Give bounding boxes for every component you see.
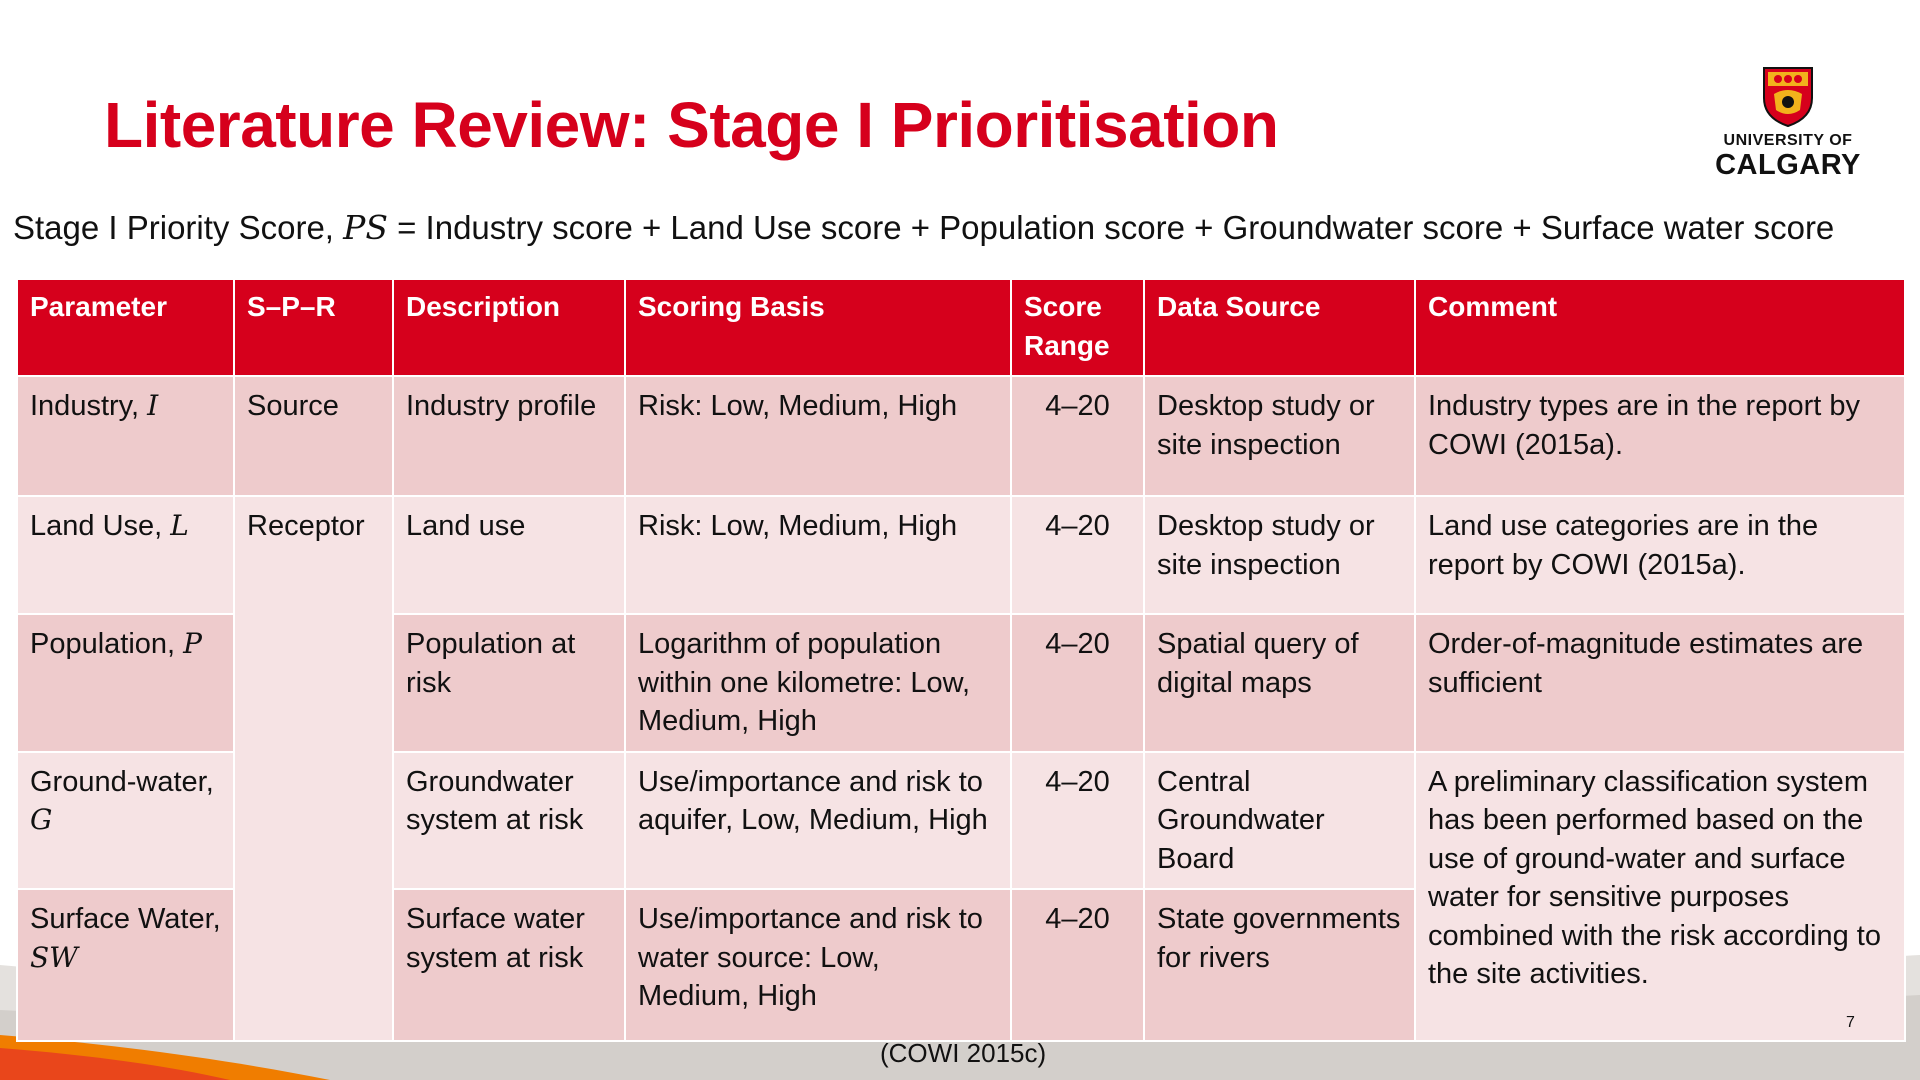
cell-scoring-basis: Use/importance and risk to water source: Low, Medium, High: [625, 889, 1011, 1041]
cell-spr: Source: [234, 376, 393, 496]
cell-comment: Land use categories are in the report by COWI (2015a).: [1415, 496, 1905, 614]
header-description: Description: [393, 279, 625, 376]
formula-prefix: Stage I Priority Score,: [13, 209, 344, 246]
table-header-row: [17, 279, 1905, 376]
header-parameter: Parameter: [17, 279, 234, 376]
parameter-symbol: G: [30, 803, 53, 836]
cell-parameter: Ground-water, G: [17, 752, 234, 890]
header-spr: S–P–R: [234, 279, 393, 376]
cell-score-range: 4–20: [1011, 614, 1144, 752]
cell-score-range: 4–20: [1011, 889, 1144, 1041]
logo-line-calgary: CALGARY: [1715, 149, 1861, 181]
cell-scoring-basis: Use/importance and risk to aquifer, Low, Medium, High: [625, 752, 1011, 890]
cell-comment: Order-of-magnitude estimates are sufficient: [1415, 614, 1905, 752]
cell-description: Industry profile: [393, 376, 625, 496]
cell-spr-receptor: Receptor: [234, 496, 393, 1041]
cell-data-source: Desktop study or site inspection: [1144, 496, 1415, 614]
cell-comment: Industry types are in the report by COWI (2015a).: [1415, 376, 1905, 496]
cell-scoring-basis: Risk: Low, Medium, High: [625, 496, 1011, 614]
cell-data-source: Desktop study or site inspection: [1144, 376, 1415, 496]
university-logo: [1708, 64, 1868, 184]
cell-scoring-basis: Logarithm of population within one kilometre: Low, Medium, High: [625, 614, 1011, 752]
crest-icon: [1760, 64, 1816, 128]
table-row: [17, 496, 1905, 614]
cell-data-source: Spatial query of digital maps: [1144, 614, 1415, 752]
cell-data-source: Central Groundwater Board: [1144, 752, 1415, 890]
parameter-symbol: L: [170, 509, 189, 542]
page-number: 7: [1846, 1014, 1855, 1031]
header-score-range: Score Range: [1011, 279, 1144, 376]
logo-line-university: UNIVERSITY OF: [1723, 132, 1853, 149]
cell-description: Surface water system at risk: [393, 889, 625, 1041]
cell-score-range: 4–20: [1011, 496, 1144, 614]
cell-parameter: Population, P: [17, 614, 234, 752]
cell-description: Population at risk: [393, 614, 625, 752]
cell-description: Land use: [393, 496, 625, 614]
cell-parameter: Land Use, L: [17, 496, 234, 614]
citation: (COWI 2015c): [880, 1038, 1047, 1068]
table-row: [17, 376, 1905, 496]
cell-description: Groundwater system at risk: [393, 752, 625, 890]
header-data-source: Data Source: [1144, 279, 1415, 376]
parameter-symbol: SW: [30, 940, 78, 974]
header-scoring-basis: Scoring Basis: [625, 279, 1011, 376]
header-comment: Comment: [1415, 279, 1905, 376]
formula-symbol: PS: [343, 208, 388, 247]
formula-terms: = Industry score + Land Use score + Population score + Groundwater score + Surface water score: [387, 209, 1835, 246]
cell-comment-merged: A preliminary classification system has been performed based on the use of ground-water and surface water for sensitive purposes combined with the risk according to the site activities.: [1415, 752, 1905, 1042]
parameter-symbol: P: [183, 627, 203, 660]
priority-score-formula: [13, 208, 1834, 247]
cell-parameter: Surface Water, SW: [17, 889, 234, 1041]
parameter-symbol: I: [147, 389, 159, 422]
cell-data-source: State governments for rivers: [1144, 889, 1415, 1041]
cell-scoring-basis: Risk: Low, Medium, High: [625, 376, 1011, 496]
cell-score-range: 4–20: [1011, 752, 1144, 890]
cell-parameter: Industry, I: [17, 376, 234, 496]
slide-title: Literature Review: Stage I Prioritisation: [104, 89, 1279, 161]
prioritisation-table: [16, 278, 1904, 1042]
cell-score-range: 4–20: [1011, 376, 1144, 496]
